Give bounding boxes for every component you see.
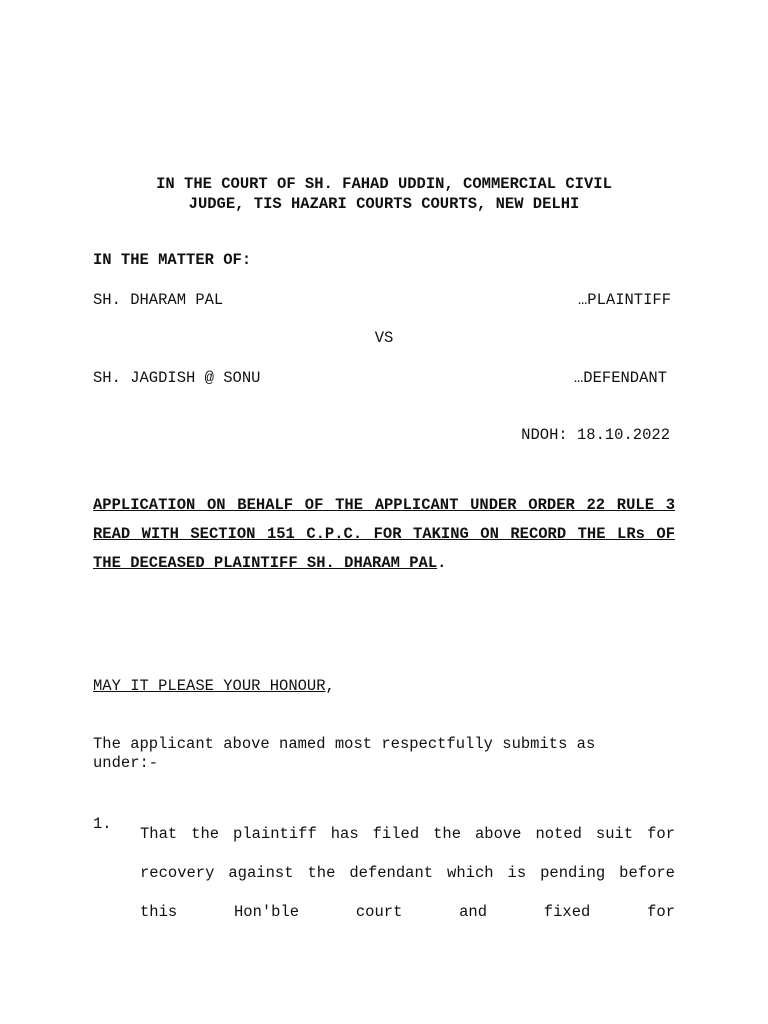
paragraph-text: That the plaintiff has filed the above noted suit for recovery against the defendant which is pending before this Hon'ble court and fixed for [140,825,675,921]
plaintiff-name: SH. DHARAM PAL [93,291,224,309]
plaintiff-role: …PLAINTIFF [577,291,671,309]
defendant-role: …DEFENDANT [573,369,667,387]
application-title-text: APPLICATION ON BEHALF OF THE APPLICANT UNDER ORDER 22 RULE 3 READ WITH SECTION 151 C.P.C. FOR TAKING ON RECORD THE LRs OF THE DECEASED PLAINTIFF SH. DHARAM PAL [93,496,675,572]
matter-heading: IN THE MATTER OF: [93,251,252,269]
court-title [93,174,675,214]
defendant-name: SH. JAGDISH @ SONU [93,369,261,387]
court-title-line-2: JUDGE, TIS HAZARI COURTS COURTS, NEW DELHI [188,195,580,213]
plaintiff-row [93,291,671,309]
defendant-row [93,369,667,387]
next-date-of-hearing: NDOH: 18.10.2022 [521,426,670,444]
intro-paragraph: The applicant above named most respectfully submits as under:- [93,735,596,772]
versus-label: VS [374,329,394,347]
paragraph-number: 1. [93,815,112,833]
salutation-text: MAY IT PLEASE YOUR HONOUR [93,677,326,695]
application-title [93,491,675,578]
application-title-end: . [437,554,447,572]
salutation-end: , [325,677,335,695]
salutation [93,677,335,695]
court-title-line-1: IN THE COURT OF SH. FAHAD UDDIN, COMMERCIAL CIVIL [156,175,612,193]
